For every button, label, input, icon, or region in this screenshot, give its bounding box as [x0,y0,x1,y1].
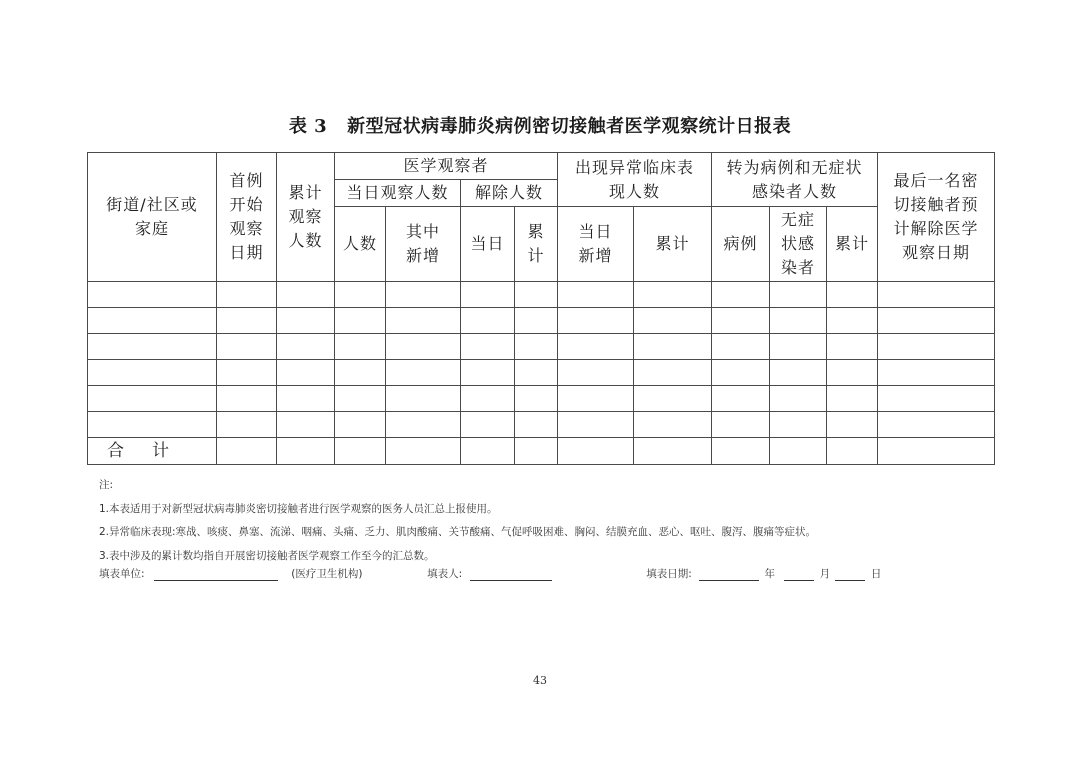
table-row [88,334,995,360]
day-field[interactable] [835,568,865,581]
note-item-1: 1.本表适用于对新型冠状病毒肺炎密切接触者进行医学观察的医务人员汇总上报使用。 [99,502,498,515]
notes [99,474,816,568]
note-item-2: 2.异常临床表现:寒战、咳痰、鼻塞、流涕、咽痛、头痛、乏力、肌肉酸痛、关节酸痛、气促呼吸困难、胸闷、结膜充血、恶心、呕吐、腹泻、腹痛等症状。 [99,526,817,538]
table-number: 表 3 [288,116,328,137]
month-label: 月 [819,568,831,580]
total-label: 合计 [88,438,217,465]
table-row [88,386,995,412]
table-title [0,112,1080,138]
day-label: 日 [870,568,882,580]
total-row [88,438,995,465]
header-cum-obs: 累计观察人数 [277,153,335,282]
header-new-among: 其中新增 [386,207,461,282]
header-street: 街道/社区或家庭 [88,153,217,282]
unit-hint: (医疗卫生机构) [291,568,363,580]
date-label: 填表日期: [646,568,692,580]
header-converted: 转为病例和无症状感染者人数 [712,153,878,207]
header-abnormal: 出现异常临床表现人数 [558,153,712,207]
header-last-release: 最后一名密切接触者预计解除医学观察日期 [878,153,995,282]
notes-heading: 注: [99,479,114,491]
header-count: 人数 [335,207,386,282]
table-row [88,308,995,334]
header-today: 当日 [461,207,515,282]
header-today-obs: 当日观察人数 [335,180,461,207]
header-med-obs: 医学观察者 [335,153,558,180]
form-footer [99,566,881,581]
header-cum: 累计 [515,207,558,282]
year-field[interactable] [699,568,759,581]
table-row [88,282,995,308]
report-table [87,152,995,465]
header-abnormal-cum: 累计 [634,207,712,282]
table-title-text: 新型冠状病毒肺炎病例密切接触者医学观察统计日报表 [347,116,792,137]
unit-label: 填表单位: [99,568,145,580]
page-number: 43 [533,674,547,687]
table-row [88,412,995,438]
filler-label: 填表人: [427,568,463,580]
unit-field[interactable] [154,568,278,581]
filler-field[interactable] [470,568,552,581]
month-field[interactable] [784,568,814,581]
header-first-obs-date: 首例开始观察日期 [217,153,277,282]
header-converted-cum: 累计 [827,207,878,282]
header-release: 解除人数 [461,180,558,207]
header-today-new: 当日新增 [558,207,634,282]
year-label: 年 [764,568,775,580]
table-row [88,360,995,386]
header-case: 病例 [712,207,770,282]
header-asymptomatic: 无症状感染者 [770,207,827,282]
note-item-3: 3.表中涉及的累计数均指自开展密切接触者医学观察工作至今的汇总数。 [99,549,435,562]
